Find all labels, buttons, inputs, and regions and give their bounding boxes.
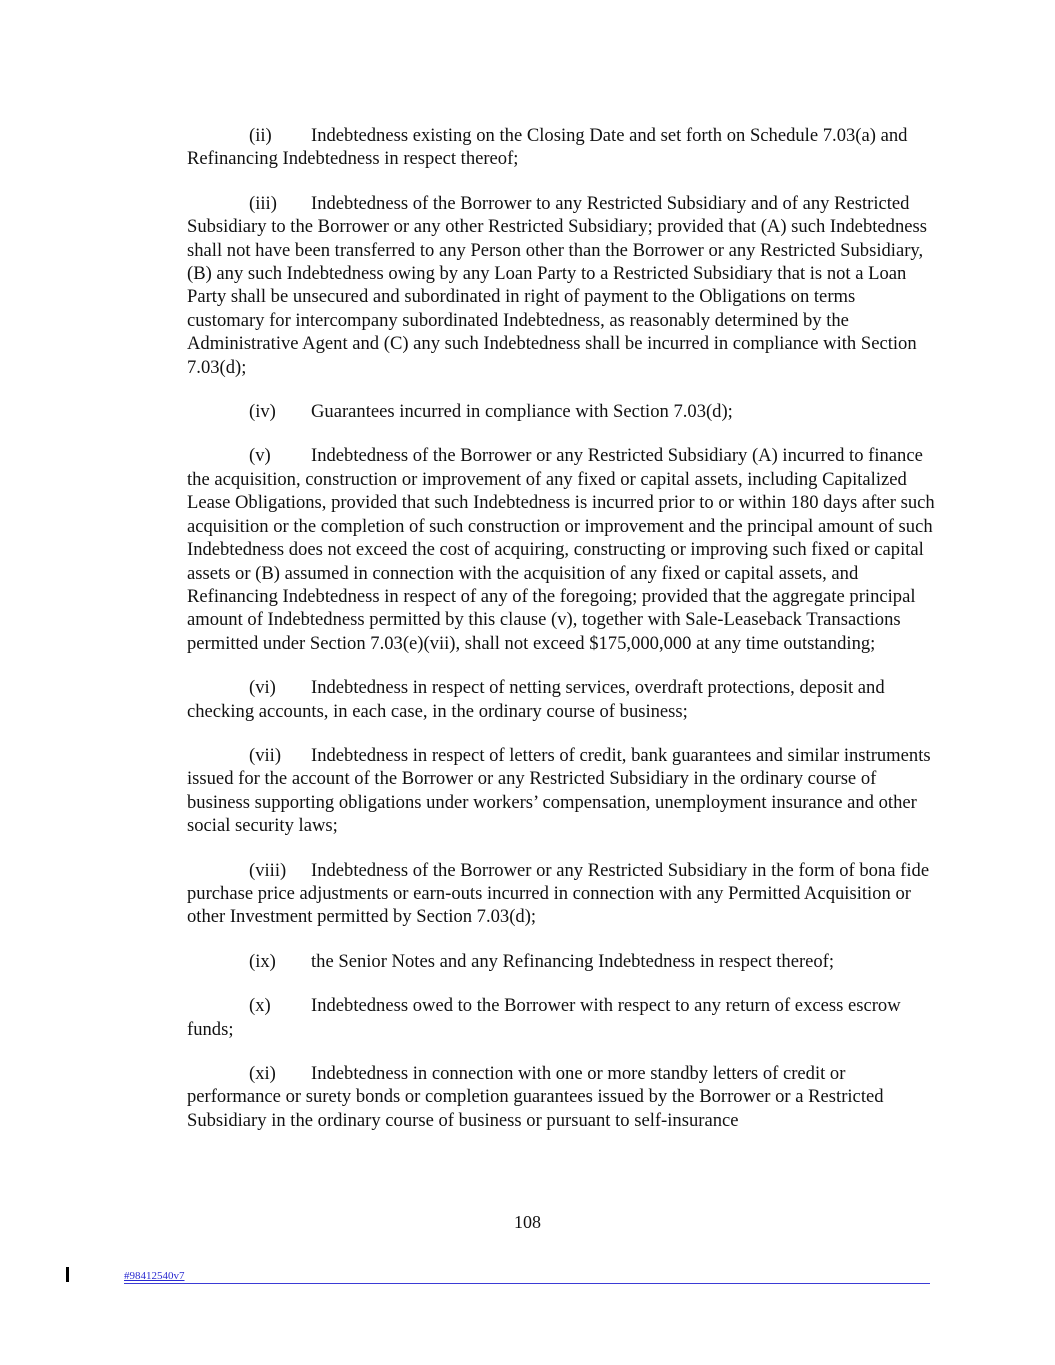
clause-text: Indebtedness of the Borrower to any Restricted Subsidiary and of any Restricted Subsidiary to the Borrower or any other Restricted Subsidiary; provided that (A) such Indebtedness shall not have been transferred to any Person other than the Borrower or any Restricted Subsidiary, (B) any such Indebtedness owing by any Loan Party to a Restricted Subsidiary that is not a Loan Party shall be unsecured and subordinated in right of payment to the Obligations on terms customary for intercompany subordinated Indebtedness, as reasonably determined by the Administrative Agent and (C) any such Indebtedness shall be incurred in compliance with Section 7.03(d); — [187, 192, 927, 378]
clause-text: the Senior Notes and any Refinancing Indebtedness in respect thereof; — [311, 950, 835, 972]
clause-x — [187, 994, 937, 1041]
clause-ii — [187, 124, 937, 171]
clause-text: Guarantees incurred in compliance with Section 7.03(d); — [311, 401, 733, 423]
footer-rule — [124, 1283, 930, 1284]
clause-number: (iv) — [249, 401, 276, 423]
clause-text: Indebtedness in connection with one or more standby letters of credit or performance or surety bonds or completion guarantees issued by the Borrower or a Restricted Subsidiary in the ordinary course of business or pursuant to self-insurance — [187, 1063, 884, 1131]
clause-number: (ii) — [249, 125, 272, 146]
clause-iv — [187, 400, 937, 423]
clause-text: Indebtedness in respect of letters of credit, bank guarantees and similar instruments issued for the account of the Borrower or any Restricted Subsidiary in the ordinary course of business supporting obligations under workers’ compensation, unemployment insurance and other social security laws; — [187, 744, 931, 837]
clause-number: (vii) — [249, 744, 282, 766]
clause-number: (xi) — [249, 1063, 276, 1084]
document-body — [187, 124, 937, 1153]
clause-text: Indebtedness owed to the Borrower with respect to any return of excess escrow funds; — [187, 995, 901, 1040]
clause-number: (v) — [249, 445, 271, 467]
clause-number: (x) — [249, 995, 271, 1017]
clause-xi — [187, 1062, 937, 1132]
clause-number: (viii) — [249, 859, 287, 881]
clause-text: Indebtedness in respect of netting services, overdraft protections, deposit and checking accounts, in each case, in the ordinary course of business; — [187, 677, 885, 722]
clause-iii — [187, 192, 937, 379]
clause-number: (iii) — [249, 192, 277, 214]
revision-change-bar — [66, 1267, 69, 1282]
page-number: 108 — [514, 1212, 541, 1232]
clause-vi — [187, 676, 937, 723]
clause-number: (vi) — [249, 677, 276, 699]
clause-number: (ix) — [249, 950, 276, 972]
clause-v — [187, 444, 937, 655]
clause-text: Indebtedness existing on the Closing Date and set forth on Schedule 7.03(a) and Refinancing Indebtedness in respect thereof; — [187, 125, 908, 170]
clause-vii — [187, 744, 937, 838]
clause-ix — [187, 950, 937, 973]
clause-text: Indebtedness of the Borrower or any Restricted Subsidiary (A) incurred to finance the acquisition, construction or improvement of any fixed or capital assets, including Capitalized Lease Obligations, provided that such Indebtedness is incurred prior to or within 180 days after such acquisition or the completion of such construction or improvement and the principal amount of such Indebtedness does not exceed the cost of acquiring, constructing or improving such fixed or capital assets or (B) assumed in connection with the acquisition of any fixed or capital assets, and Refinancing Indebtedness in respect of any of the foregoing; provided that the aggregate principal amount of Indebtedness permitted by this clause (v), together with Sale-Leaseback Transactions permitted under Section 7.03(e)(vii), shall not exceed $175,000,000 at any time outstanding; — [187, 445, 935, 654]
document-footer-id: #98412540v7 — [124, 1270, 185, 1282]
clause-text: Indebtedness of the Borrower or any Restricted Subsidiary in the form of bona fide purchase price adjustments or earn-outs incurred in connection with any Permitted Acquisition or other Investment permitted by Section 7.03(d); — [187, 859, 930, 928]
clause-viii — [187, 859, 937, 929]
